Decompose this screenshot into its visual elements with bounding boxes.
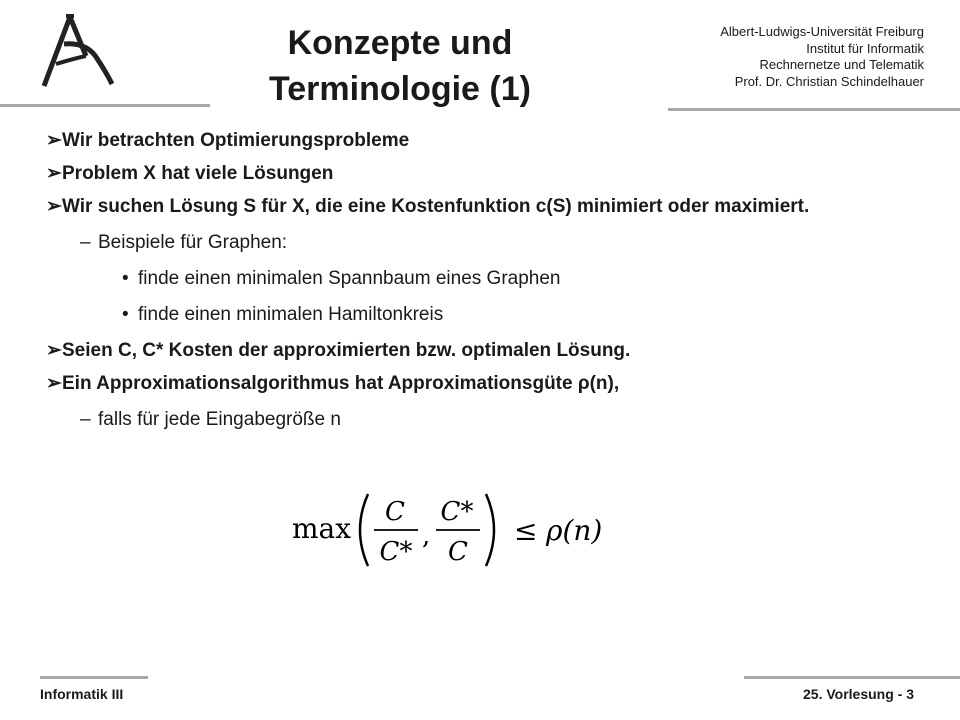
approximation-formula xyxy=(290,484,630,576)
title-line-1: Konzepte und xyxy=(287,24,513,62)
formula-denominator-cstar: C* xyxy=(379,537,413,567)
bullet-item xyxy=(46,192,916,222)
bullet-arrow-icon: ➢ xyxy=(46,373,62,394)
slide-content xyxy=(46,126,916,441)
bullet-item xyxy=(46,369,916,399)
formula-numerator-cstar: C* xyxy=(440,497,474,527)
title-line-2: Terminologie (1) xyxy=(269,70,531,108)
sub-item xyxy=(46,228,916,258)
sub-text: falls für jede Eingabegröße n xyxy=(98,409,341,430)
bullet-arrow-icon: ➢ xyxy=(46,196,62,217)
page-title xyxy=(240,20,560,112)
formula-comma: , xyxy=(422,521,431,551)
institution-line: Albert-Ludwigs-Universität Freiburg xyxy=(720,24,924,39)
institution-line: Rechnernetze und Telematik xyxy=(759,57,924,72)
bullet-item xyxy=(46,126,916,156)
bullet-arrow-icon: ➢ xyxy=(46,163,62,184)
subsub-item xyxy=(46,300,916,330)
bullet-text: Ein Approximationsalgorithmus hat Approximationsgüte ρ(n), xyxy=(62,373,620,394)
divider xyxy=(0,104,210,107)
sub-text: Beispiele für Graphen: xyxy=(98,232,288,253)
formula-max: max xyxy=(292,512,352,545)
university-logo-icon xyxy=(36,14,118,90)
formula-numerator-c: C xyxy=(385,497,405,527)
divider xyxy=(40,676,148,679)
institution-line: Prof. Dr. Christian Schindelhauer xyxy=(734,73,924,89)
bullet-text: Wir suchen Lösung S für X, die eine Kostenfunktion c(S) minimiert oder maximiert. xyxy=(62,196,810,217)
bullet-text: Problem X hat viele Lösungen xyxy=(62,163,334,184)
left-paren-icon xyxy=(360,494,368,566)
bullet-arrow-icon: ➢ xyxy=(46,130,62,151)
formula-leq: ≤ xyxy=(514,514,538,547)
right-paren-icon xyxy=(486,494,494,566)
bullet-arrow-icon: ➢ xyxy=(46,340,62,361)
divider xyxy=(744,676,960,679)
dash-marker: – xyxy=(80,409,91,430)
dot-marker: • xyxy=(122,304,129,325)
divider xyxy=(668,108,960,111)
subsub-item xyxy=(46,264,916,294)
dot-marker: • xyxy=(122,268,129,289)
formula-rho: ρ(n) xyxy=(546,514,603,547)
institution-block xyxy=(624,24,924,90)
bullet-item xyxy=(46,159,916,189)
footer-lecture-page: 25. Vorlesung - 3 xyxy=(803,686,914,702)
footer-course: Informatik III xyxy=(40,686,124,702)
formula-denominator-c: C xyxy=(448,537,468,567)
institution-line: Institut für Informatik xyxy=(806,40,924,56)
subsub-text: finde einen minimalen Hamiltonkreis xyxy=(138,304,444,325)
sub-item xyxy=(46,405,916,435)
bullet-text: Wir betrachten Optimierungsprobleme xyxy=(62,130,410,151)
subsub-text: finde einen minimalen Spannbaum eines Graphen xyxy=(138,268,561,289)
dash-marker: – xyxy=(80,232,91,253)
bullet-item xyxy=(46,336,916,366)
bullet-text: Seien C, C* Kosten der approximierten bzw. optimalen Lösung. xyxy=(62,340,631,361)
